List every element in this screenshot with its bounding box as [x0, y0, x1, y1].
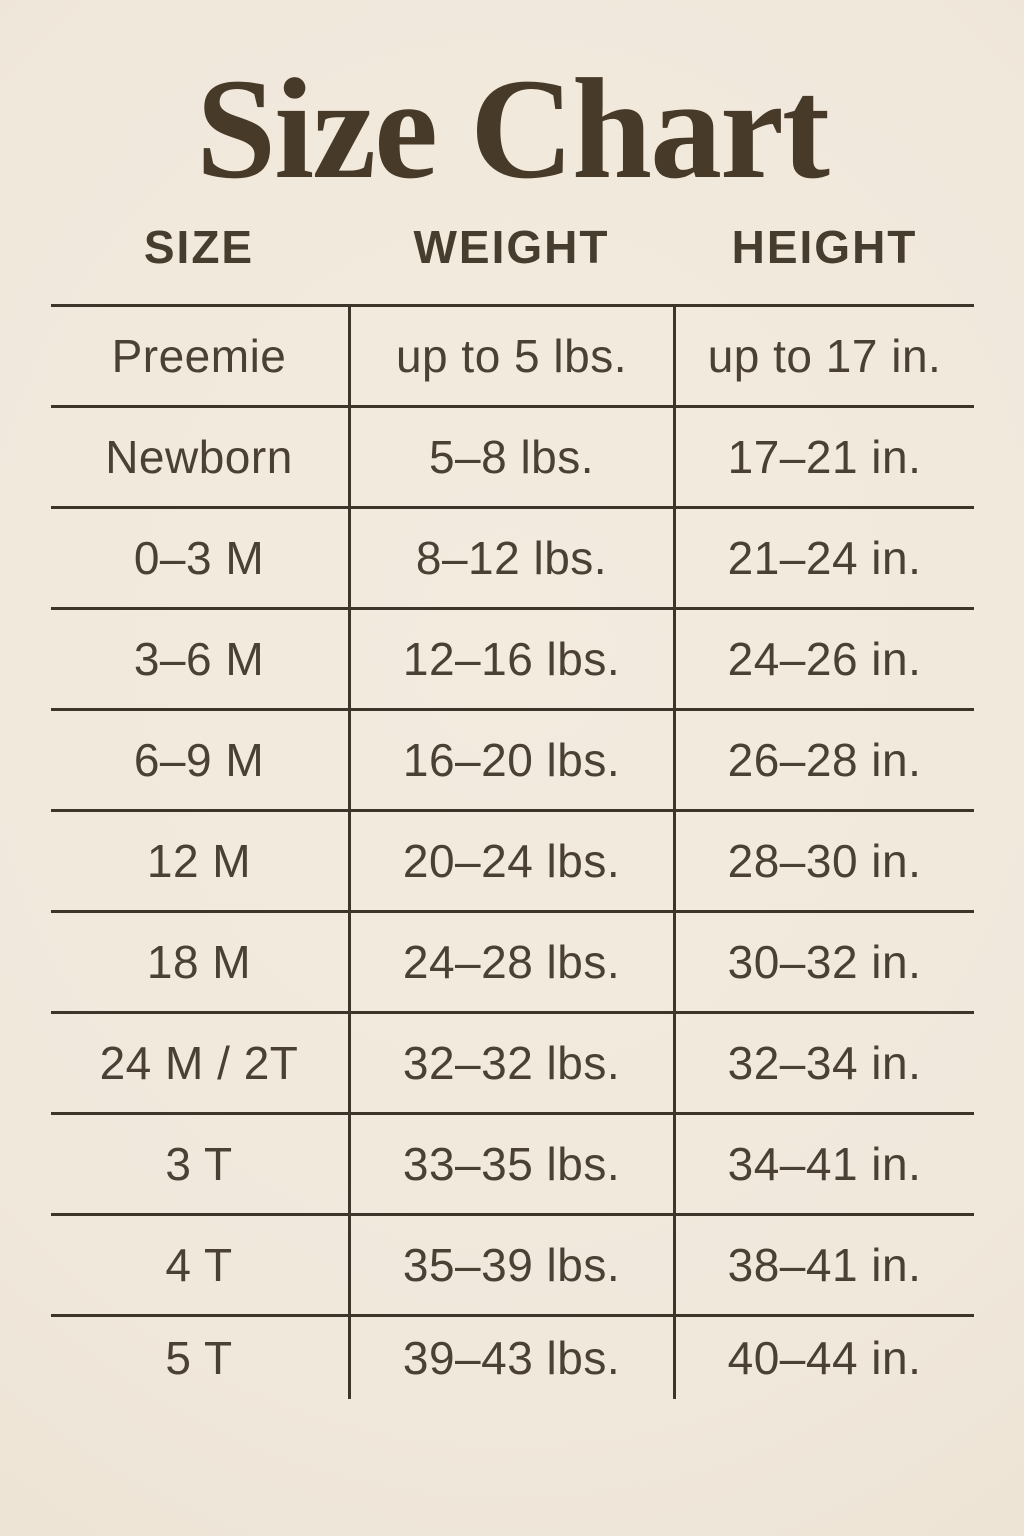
size-cell: 5 T: [165, 1332, 233, 1384]
table-row: [51, 506, 974, 607]
height-cell: 26–28 in.: [727, 734, 922, 786]
table-row: [51, 1213, 974, 1314]
table-row: [51, 910, 974, 1011]
size-cell: 3 T: [165, 1138, 233, 1190]
weight-cell: 39–43 lbs.: [348, 1317, 676, 1399]
size-cell: 0–3 M: [133, 532, 265, 584]
weight-cell: 8–12 lbs.: [348, 509, 676, 607]
page-title: Size Chart: [196, 50, 828, 209]
weight-cell: up to 5 lbs.: [348, 307, 676, 405]
weight-cell: 16–20 lbs.: [348, 711, 676, 809]
size-table: [51, 220, 974, 1399]
table-row: [51, 1011, 974, 1112]
column-header-weight: WEIGHT: [413, 221, 610, 273]
size-cell: Newborn: [105, 431, 293, 483]
weight-cell: 20–24 lbs.: [348, 812, 676, 910]
weight-cell: 32–32 lbs.: [348, 1014, 676, 1112]
table-row: [51, 304, 974, 405]
table-row: [51, 405, 974, 506]
size-cell: 4 T: [165, 1239, 233, 1291]
table-row: [51, 708, 974, 809]
column-header-height: HEIGHT: [731, 221, 918, 273]
table-row: [51, 1314, 974, 1399]
height-cell: 34–41 in.: [727, 1138, 922, 1190]
table-row: [51, 809, 974, 910]
column-header-size: SIZE: [143, 221, 255, 273]
weight-cell: 35–39 lbs.: [348, 1216, 676, 1314]
height-cell: 38–41 in.: [727, 1239, 922, 1291]
weight-cell: 5–8 lbs.: [348, 408, 676, 506]
weight-cell: 12–16 lbs.: [348, 610, 676, 708]
size-cell: 24 M / 2T: [99, 1037, 299, 1089]
height-cell: 21–24 in.: [727, 532, 922, 584]
height-cell: 30–32 in.: [727, 936, 922, 988]
weight-cell: 24–28 lbs.: [348, 913, 676, 1011]
table-row: [51, 1112, 974, 1213]
size-cell: 12 M: [146, 835, 252, 887]
size-cell: 6–9 M: [133, 734, 265, 786]
height-cell: 17–21 in.: [727, 431, 922, 483]
table-header-row: [51, 220, 974, 304]
height-cell: up to 17 in.: [707, 330, 942, 382]
height-cell: 28–30 in.: [727, 835, 922, 887]
weight-cell: 33–35 lbs.: [348, 1115, 676, 1213]
table-row: [51, 607, 974, 708]
height-cell: 32–34 in.: [727, 1037, 922, 1089]
height-cell: 40–44 in.: [727, 1332, 922, 1384]
size-cell: 3–6 M: [133, 633, 265, 685]
size-cell: 18 M: [146, 936, 252, 988]
size-cell: Preemie: [111, 330, 287, 382]
height-cell: 24–26 in.: [727, 633, 922, 685]
